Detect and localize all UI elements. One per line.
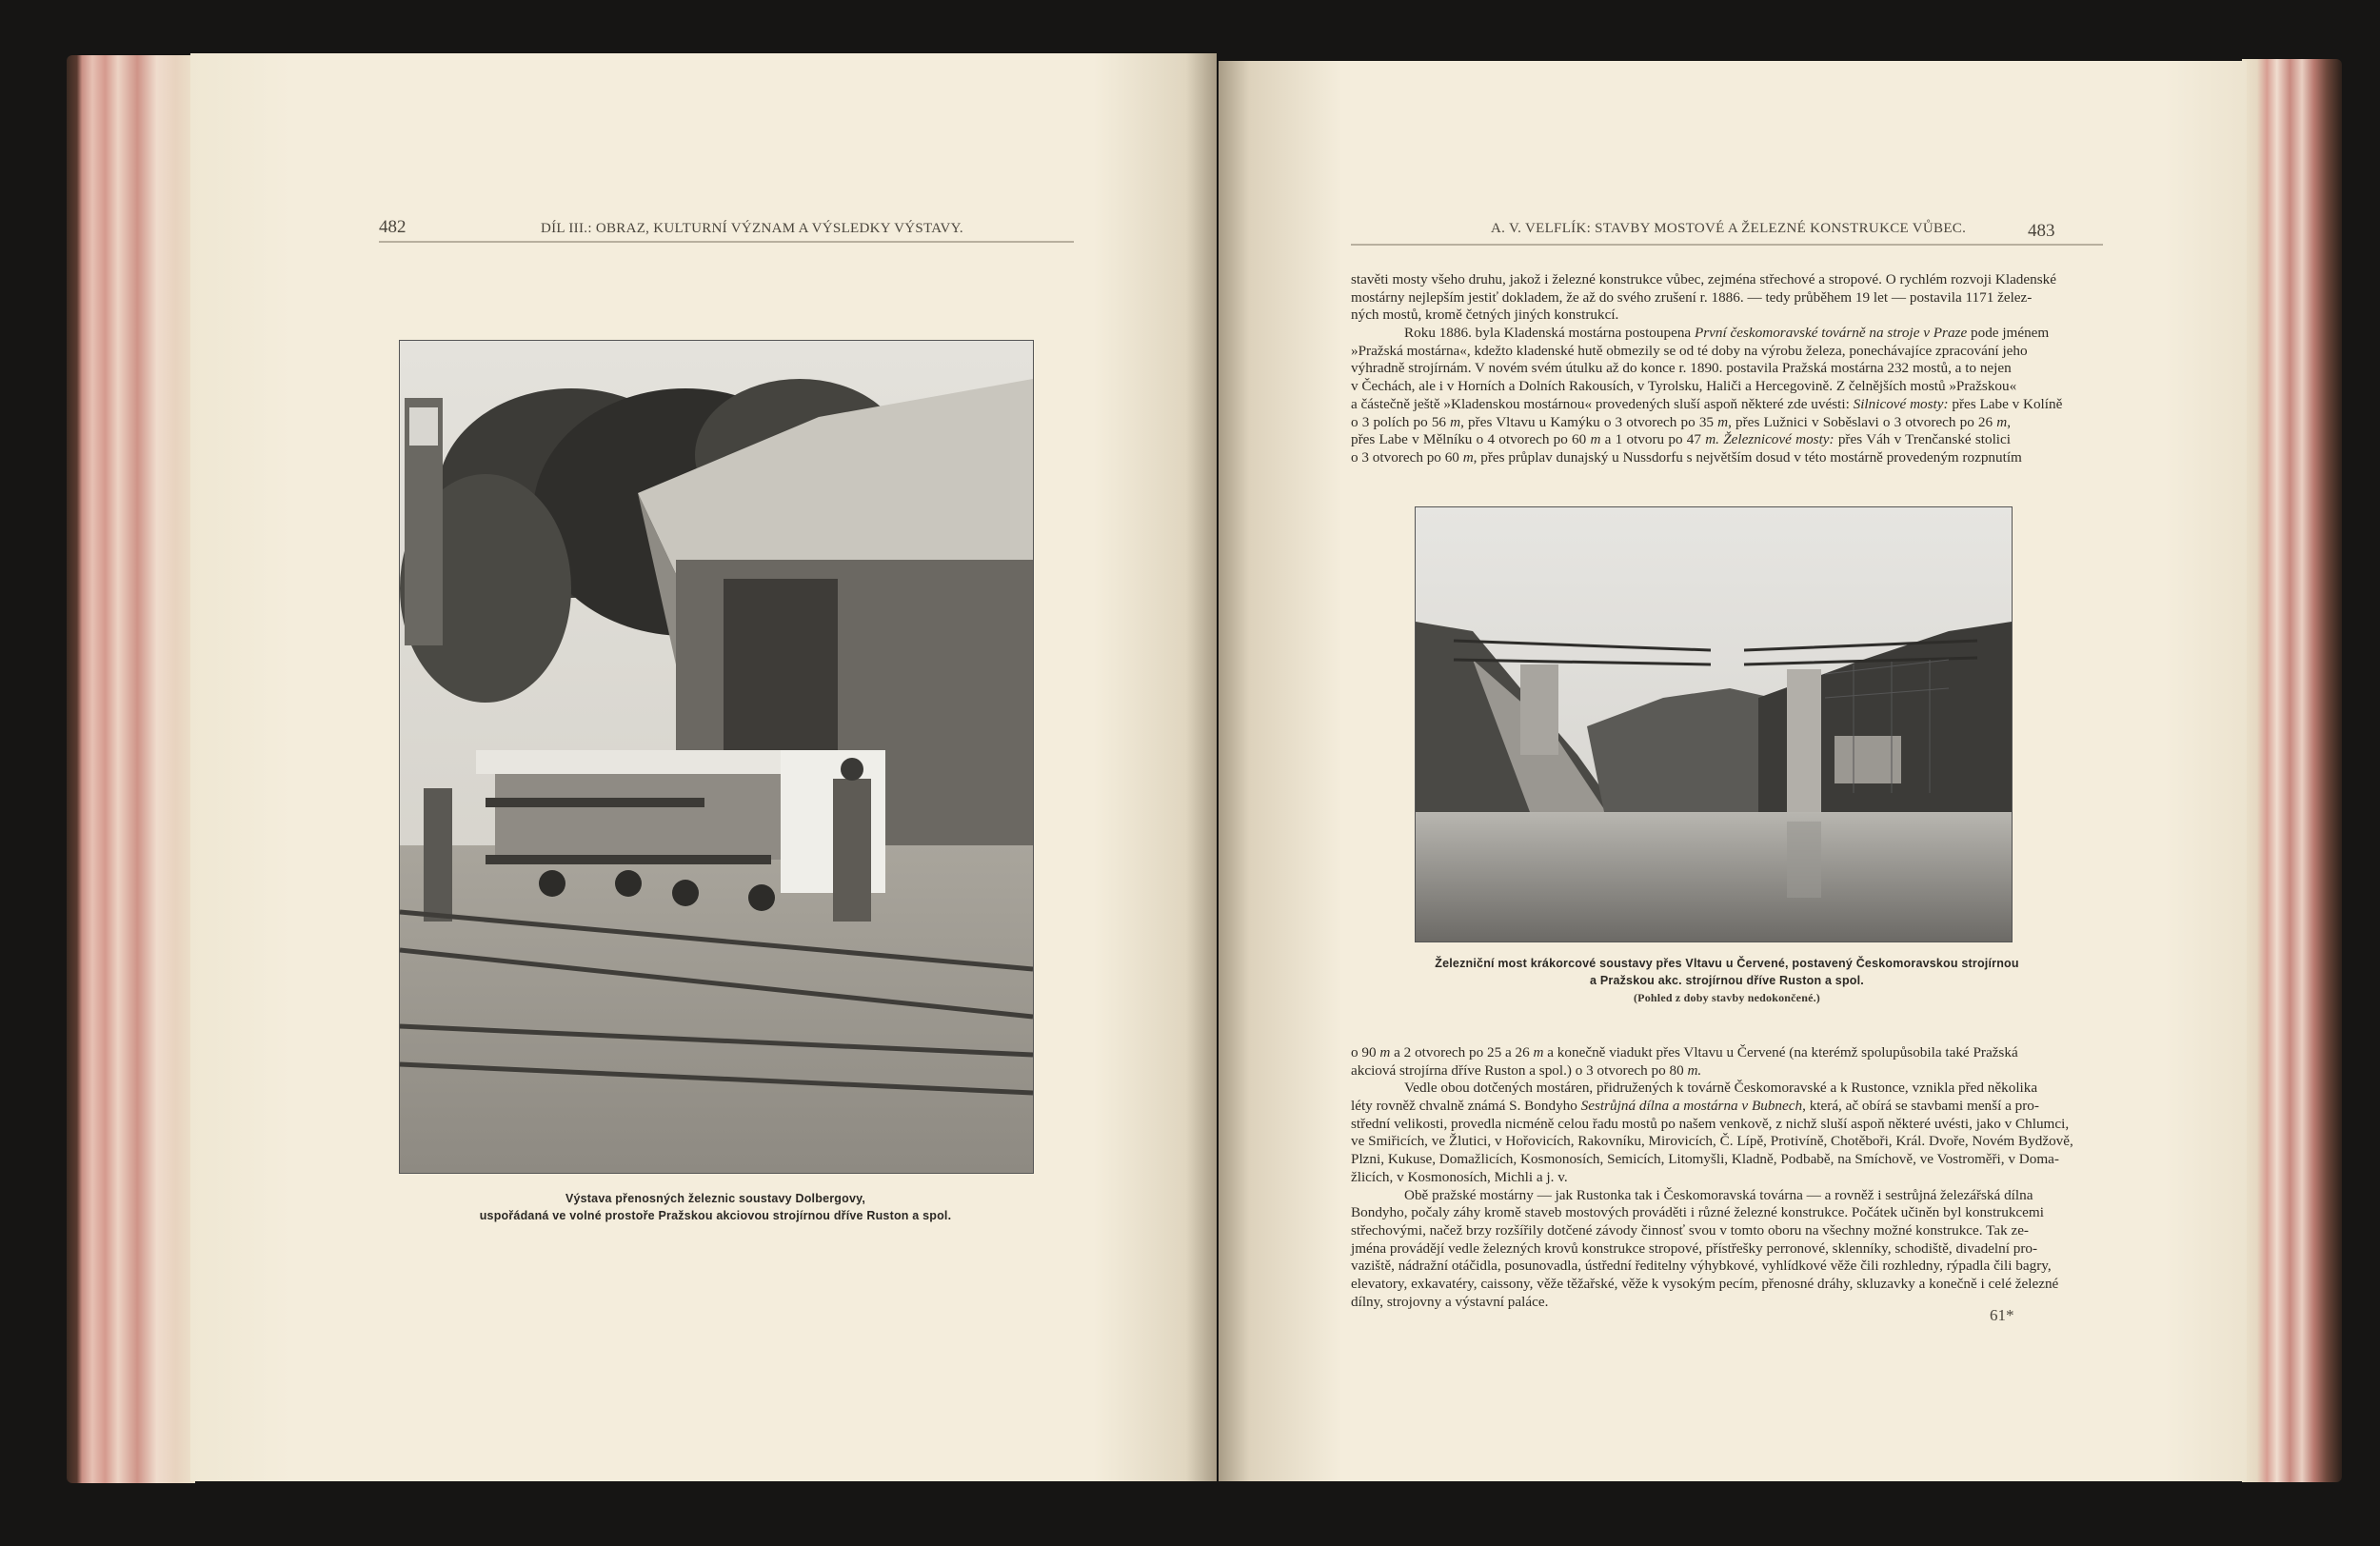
text-line	[1351, 378, 2017, 396]
text-run: a konečně viadukt přes Vltavu u Červené (na kterémž spolupůsobila také Pražská	[1543, 1044, 2018, 1060]
text-line	[1351, 414, 2011, 432]
text-run: pode jménem	[1967, 325, 2050, 342]
text-run: a 2 otvorech po 25 a 26	[1390, 1044, 1534, 1060]
italic-text: m	[1450, 413, 1461, 430]
text-run: mostárny nejlepším jestiť dokladem, že až do svého zrušení r. 1886. — tedy průběhem 19 let — postavila 1171 želez-	[1351, 288, 2033, 306]
italic-text: Sestrůjná dílna a mostárna v Bubnech	[1580, 1098, 1803, 1115]
text-run: výhradně strojírnám. V novém svém útulku až do konce r. 1890. postavila Pražská mostárna 232 mostů, a to nejen	[1351, 360, 2012, 377]
text-line	[1351, 1294, 2011, 1312]
text-run: , přes Lužnici v Soběslavi o 3 otvorech po 26	[1728, 413, 1997, 430]
text-run: akciová strojírna dříve Ruston a spol.) o 3 otvorech po 80	[1351, 1061, 1688, 1079]
text-run: dílny, strojovny a výstavní paláce.	[1351, 1293, 1549, 1310]
text-line	[1351, 1098, 2039, 1116]
italic-text: První českomoravské továrně na stroje v Praze	[1694, 325, 1968, 342]
text-line	[1351, 342, 2028, 361]
text-line	[1351, 271, 2056, 289]
text-run: přes Labe v Mělníku o 4 otvorech po 60	[1351, 431, 1591, 448]
text-line	[1351, 1133, 2073, 1151]
text-line	[1351, 1080, 2038, 1098]
text-line	[1351, 1062, 2011, 1080]
text-run: , přes průplav dunajský u Nussdorfu s největším dosud v této mostárně provedeným rozpnutím	[1473, 448, 2022, 466]
text-run: »Pražská mostárna«, kdežto kladenské hutě obmezily se od té doby na výrobu železa, ponechávajíce zpracování jeho	[1351, 342, 2028, 359]
italic-text: m	[1717, 413, 1729, 430]
text-run: o 3 otvorech po 60	[1351, 448, 1463, 466]
signature-mark: 61*	[1990, 1306, 2014, 1324]
italic-text: m	[1379, 1044, 1391, 1060]
text-run: Obě pražské mostárny — jak Rustonka tak i Českomoravská továrna — a rovněž i sestrůjná železářská dílna	[1404, 1186, 2033, 1203]
caption-line: Výstava přenosných železnic soustavy Dolbergovy,	[565, 1192, 866, 1205]
text-run: žlicích, v Kosmonosích, Michli a j. v.	[1351, 1168, 1568, 1185]
text-run: , která, ač obírá se stavbami menší a pro-	[1802, 1098, 2039, 1115]
text-line	[1351, 288, 2033, 307]
text-run: ,	[2007, 413, 2011, 430]
text-run: jména provádějí vedle železných krovů konstrukce stropové, přístřešky perronové, sklenníky, schodiště, divadelní pro-	[1351, 1239, 2038, 1257]
running-title-left: DÍL III.: OBRAZ, KULTURNÍ VÝZNAM A VÝSLEDKY VÝSTAVY.	[541, 221, 963, 236]
text-line	[1351, 1151, 2059, 1169]
figure-caption-right	[1351, 955, 2103, 1006]
italic-text: m	[1590, 431, 1601, 448]
photo-cervena-bridge	[1415, 506, 2013, 942]
text-line	[1351, 325, 2050, 343]
caption-line: a Pražskou akc. strojírnou dříve Ruston a spol.	[1590, 974, 1864, 987]
photo-image	[1416, 507, 2012, 941]
italic-text: m. Železnicové mosty:	[1705, 431, 1835, 448]
photo-image	[400, 341, 1033, 1173]
text-run: , přes Vltavu u Kamýku o 3 otvorech po 35	[1460, 413, 1718, 430]
text-run: elevatory, exkavatéry, caissony, věže těžařské, věže k vysokým pecím, přenosné dráhy, skluzavky a konečně i celé železné	[1351, 1275, 2059, 1292]
book-edge-left	[67, 55, 195, 1483]
body-text-bottom	[1351, 1044, 2073, 1311]
text-run: léty rovněž chvalně známá S. Bondyho	[1351, 1098, 1581, 1115]
italic-text: Silnicové mosty:	[1853, 395, 1949, 412]
caption-line: Železniční most krákorcové soustavy přes Vltavu u Červené, postavený Českomoravskou strojírnou	[1435, 957, 2019, 970]
text-line	[1351, 1204, 2044, 1222]
text-line	[1351, 395, 2063, 414]
text-run: vaziště, nádražní otáčidla, posunovadla, ústřední ředitelny výhybkové, vyhlídkové věže čili rozhledny, rýpadla čili bagry,	[1351, 1258, 2052, 1275]
body-text-top	[1351, 271, 2063, 467]
text-run: střední velikosti, provedla nicméně celou řadu mostů po našem venkově, z nichž sluší aspoň některé uvésti, jako v Chlumci,	[1351, 1115, 2070, 1132]
text-run: přes Váh v Trenčanské stolici	[1834, 431, 2011, 448]
text-line	[1351, 360, 2011, 378]
text-run: a 1 otvoru po 47	[1600, 431, 1706, 448]
caption-line: uspořádaná ve volné prostoře Pražskou akciovou strojírnou dříve Ruston a spol.	[479, 1209, 952, 1222]
text-line	[1351, 448, 2022, 467]
header-rule-left	[379, 241, 1074, 243]
text-line	[1351, 1221, 2029, 1240]
text-run: Plzni, Kukuse, Domažlicích, Kosmonosích, Semicích, Litomyšli, Kladně, Podbabě, na Smíchově, ve Vostroměři, v Doma-	[1351, 1151, 2059, 1168]
italic-text: m	[1996, 413, 2008, 430]
page-number-left: 482	[379, 217, 407, 237]
text-run: Vedle obou dotčených mostáren, přidružených k továrně Českomoravské a k Rustonce, vznikla před několika	[1404, 1080, 2038, 1097]
caption-note: (Pohled z doby stavby nedokončené.)	[1633, 991, 1821, 1004]
text-line	[1351, 1169, 2011, 1187]
text-run: o 90	[1351, 1044, 1380, 1060]
text-line	[1351, 1275, 2059, 1294]
text-line	[1351, 1186, 2033, 1205]
text-run: ných mostů, kromě četných jiných konstrukcí.	[1351, 307, 1619, 324]
text-run: střechovými, načež brzy rozšířily dotčené závody činnosť svou v tomto oboru na všechny možné konstrukce. Tak ze-	[1351, 1221, 2029, 1239]
text-run: o 3 polích po 56	[1351, 413, 1451, 430]
text-run: v Čechách, ale i v Horních a Dolních Rakousích, v Tyrolsku, Haliči a Hercegovině. Z čelnějších mostů »Pražskou«	[1351, 378, 2017, 395]
page-number-right: 483	[2028, 221, 2055, 241]
text-run: stavěti mosty všeho druhu, jakož i železné konstrukce vůbec, zejména střechové a stropové. O rychlém rozvoji Kladenské	[1351, 271, 2056, 287]
text-run: a částečně ještě »Kladenskou mostárnou« provedených sluší aspoň některé zde uvésti:	[1351, 395, 1854, 412]
book-edge-right	[2242, 59, 2342, 1482]
text-run: Roku 1886. byla Kladenská mostárna postoupena	[1404, 325, 1695, 342]
italic-text: m	[1533, 1044, 1544, 1060]
text-line	[1351, 1258, 2052, 1276]
photo-portable-railway-exhibition	[399, 340, 1034, 1174]
text-line	[1351, 1239, 2038, 1259]
italic-text: m	[1462, 448, 1474, 466]
text-run: ve Smiřicích, ve Žlutici, v Hořovicích, Rakovníku, Mirovicích, Č. Lípě, Protivíně, Chotěboři, Král. Dvoře, Novém Bydžově,	[1351, 1133, 2073, 1150]
text-run: přes Labe v Kolíně	[1948, 395, 2063, 412]
text-run: Bondyho, počaly záhy kromě staveb mostových prováděti i různé železné konstrukce. Počátek učiněn byl konstrukcemi	[1351, 1204, 2044, 1221]
header-rule-right	[1351, 244, 2103, 246]
italic-text: m.	[1687, 1061, 1702, 1079]
text-line	[1351, 307, 2011, 325]
text-line	[1351, 1044, 2018, 1062]
text-line	[1351, 431, 2011, 449]
figure-caption-left	[399, 1190, 1032, 1224]
running-title-right: A. V. VELFLÍK: STAVBY MOSTOVÉ A ŽELEZNÉ KONSTRUKCE VŮBEC.	[1491, 221, 1967, 236]
text-line	[1351, 1115, 2070, 1134]
